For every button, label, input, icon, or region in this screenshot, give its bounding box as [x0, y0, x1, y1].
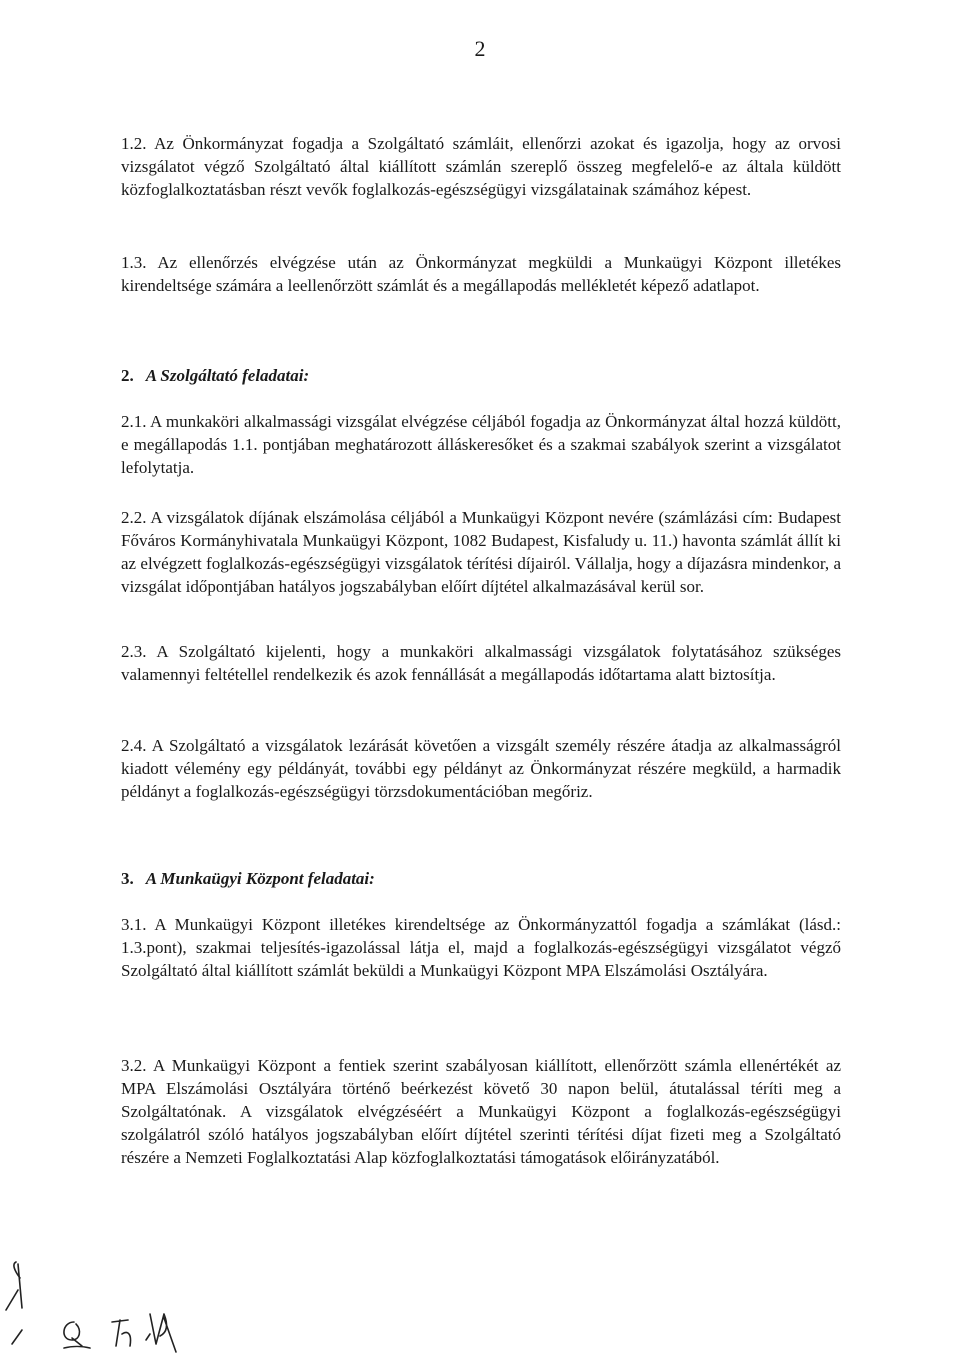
- section-title: A Munkaügyi Központ feladatai:: [145, 869, 375, 888]
- section-number: 3.: [121, 869, 134, 888]
- section-number: 2.: [121, 366, 134, 385]
- handwritten-initials: [0, 1260, 240, 1358]
- paragraph-1-3: 1.3. Az ellenőrzés elvégzése után az Önkormányzat megküldi a Munkaügyi Központ illetékes kirendeltsége számára a leellenőrzött számlát és a megállapodás mellékletét képező adatlapot.: [121, 253, 841, 295]
- section-heading-3: [121, 867, 375, 890]
- section-heading-2: [121, 364, 309, 387]
- paragraph-2-3: 2.3. A Szolgáltató kijelenti, hogy a munkaköri alkalmassági vizsgálatok folytatásához szükséges valamennyi feltétellel rendelkezik és azok fennállását a megállapodás időtartama alatt biztosítja.: [121, 642, 841, 684]
- paragraph-3-1: 3.1. A Munkaügyi Központ illetékes kirendeltsége az Önkormányzattól fogadja a számlákat (lásd.: 1.3.pont), szakmai teljesítés-igazolással látja el, majd a foglalkozás-egészségügyi vizsgálatot végző Szolgáltató által kiállított számlát beküldi a Munkaügyi Központ MPA Elszámolási Osztályára.: [121, 915, 841, 980]
- page-number: 2: [474, 36, 486, 61]
- paragraph-2-2: 2.2. A vizsgálatok díjának elszámolása céljából a Munkaügyi Központ nevére (számlázási cím: Budapest Főváros Kormányhivatala Munkaügyi Központ, 1082 Budapest, Kisfaludy u. 11.) havonta számlát állít ki az elvégzett foglalkozás-egészségügyi vizsgálatok térítési díjairól. Vállalja, hogy a díjazásra mindenkor, a vizsgálat időpontjában hatályos jogszabályban előírt díjtétel alkalmazásával kerül sor.: [121, 508, 841, 596]
- section-title: A Szolgáltató feladatai:: [145, 366, 310, 385]
- paragraph-2-1: 2.1. A munkaköri alkalmassági vizsgálat elvégzése céljából fogadja az Önkormányzat által hozzá küldött, e megállapodás 1.1. pontjában meghatározott álláskeresőket és a szakmai szabályok szerint a vizsgálatot lefolytatja.: [121, 412, 841, 477]
- paragraph-1-2: 1.2. Az Önkormányzat fogadja a Szolgáltató számláit, ellenőrzi azokat és igazolja, hogy az orvosi vizsgálatot végző Szolgáltató által kiállított számlán szereplő összeg megfelelő-e az általa küldött közfoglalkoztatásban részt vevők foglalkozás-egészségügyi vizsgálatainak számához képest.: [121, 134, 841, 199]
- paragraph-3-2: 3.2. A Munkaügyi Központ a fentiek szerint szabályosan kiállított, ellenőrzött számla ellenértékét az MPA Elszámolási Osztályára történő beérkezést követő 30 napon belül, átutalással téríti meg a Szolgáltatónak. A vizsgálatok elvégzéséért a Munkaügyi Központ a foglalkozás-egészségügyi szolgálatról szóló hatályos jogszabályban előírt díjtétel szerinti térítési díjat fizeti meg a Szolgáltató részére a Nemzeti Foglalkoztatási Alap közfoglalkoztatási támogatások előirányzatából.: [121, 1056, 841, 1167]
- paragraph-2-4: 2.4. A Szolgáltató a vizsgálatok lezárását követően a vizsgált személy részére átadja az alkalmasságról kiadott vélemény egy példányát, további egy példányt az Önkormányzat részére megküld, a harmadik példányt a foglalkozás-egészségügyi törzsdokumentációban megőriz.: [121, 736, 841, 801]
